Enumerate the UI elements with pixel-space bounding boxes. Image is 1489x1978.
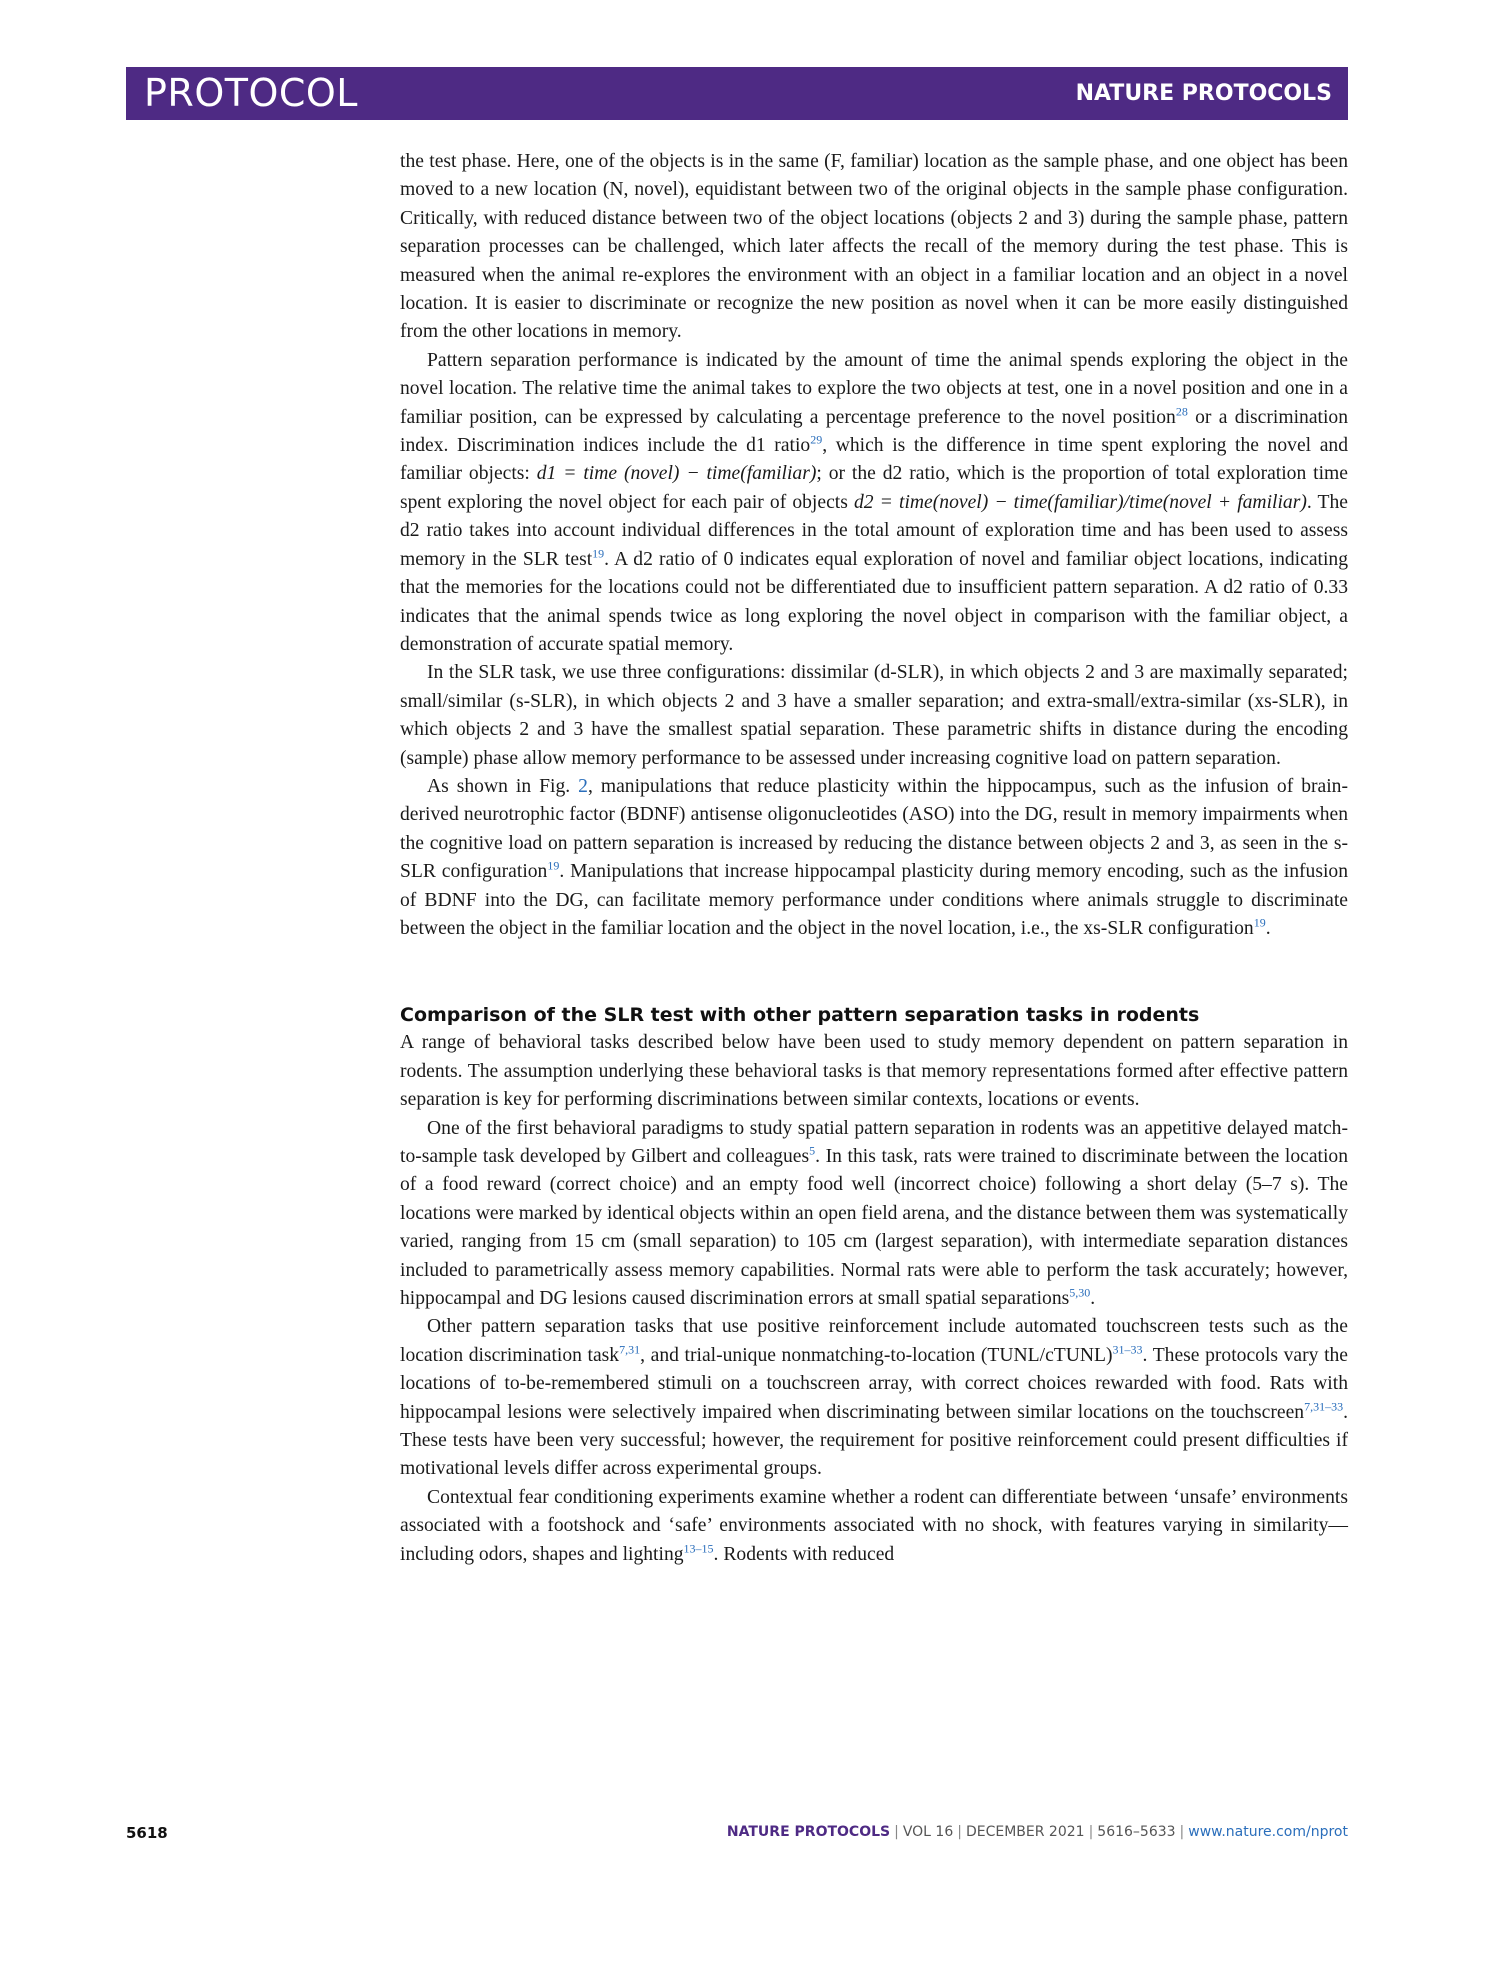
paragraph-text: Other pattern separation tasks that use positive reinforcement include automated touchscreen tests such as the location discrimination task xyxy=(400,1316,1348,1366)
reference-link[interactable]: 13–15 xyxy=(683,1541,714,1556)
reference-link[interactable]: 7,31–33 xyxy=(1304,1399,1344,1414)
paragraph-text: , and trial-unique nonmatching-to-location (TUNL/cTUNL) xyxy=(640,1344,1113,1366)
reference-link[interactable]: 5 xyxy=(809,1143,816,1158)
paragraph-text: . Manipulations that increase hippocampal plasticity during memory encoding, such as the infusion of BDNF into the DG, can facilitate memory performance under conditions where animals struggle to discriminate between the object in the familiar location and the object in the novel location, i.e., the xs-SLR configuration xyxy=(400,861,1348,939)
reference-link[interactable]: 19 xyxy=(1253,915,1266,930)
paragraph-text: or a discrimination index. Discrimination indices include the d1 ratio xyxy=(400,406,1348,457)
paragraph xyxy=(400,773,1348,943)
footer-pages: 5616–5633 xyxy=(1097,1824,1176,1840)
paragraph-text: . These tests have been very successful; however, the requirement for positive reinforcement could present difficulties if motivational levels differ across experimental groups. xyxy=(400,1401,1348,1480)
header-bar xyxy=(126,67,1348,120)
paragraph-text: As shown in Fig. xyxy=(427,775,579,797)
paragraph-text: . These protocols vary the locations of to-be-remembered stimuli on a touchscreen array, with correct choices rewarded with food. Rats with hippocampal lesions were selectively impaired when discriminating between similar locations on the touchscreen xyxy=(400,1344,1349,1423)
reference-link[interactable]: 19 xyxy=(592,546,605,561)
paragraph-text: . Rodents with reduced xyxy=(713,1543,895,1565)
reference-link[interactable]: 31–33 xyxy=(1112,1342,1143,1357)
paragraph-text: Contextual fear conditioning experiments examine whether a rodent can differentiate between ‘unsafe’ environments associated with a footshock and ‘safe’ environments associated with no shock, with features varying in similarity—including odors, shapes and lighting xyxy=(400,1486,1348,1565)
paragraph-text: . In this task, rats were trained to discriminate between the location of a food reward (correct choice) and an empty food well (incorrect choice) following a short delay (5–7 s). The locations were marked by identical objects within an open field arena, and the distance between them was systematically varied, ranging from 15 cm (small separation) to 105 cm (largest separation), with intermediate separation distances included to parametrically assess memory capabilities. Normal rats were able to perform the task accurately; however, hippocampal and DG lesions caused discrimination errors at small spatial separations xyxy=(400,1146,1348,1310)
paragraph xyxy=(400,1029,1348,1114)
paragraph xyxy=(400,148,1348,347)
paragraph-text: . xyxy=(1090,1288,1096,1310)
divider: | xyxy=(1088,1824,1094,1840)
figure-link[interactable]: 2 xyxy=(578,775,588,797)
footer-citation xyxy=(727,1824,1348,1840)
footer-journal-name: NATURE PROTOCOLS xyxy=(726,1824,891,1840)
section-heading: Comparison of the SLR test with other pattern separation tasks in rodents xyxy=(400,1004,1200,1027)
footer-date: DECEMBER 2021 xyxy=(965,1824,1085,1840)
paragraph-text: One of the first behavioral paradigms to study spatial pattern separation in rodents was an appetitive delayed match-to-sample task developed by Gilbert and colleagues xyxy=(400,1117,1348,1167)
page-number: 5618 xyxy=(126,1824,168,1842)
reference-link[interactable]: 28 xyxy=(1175,404,1188,419)
reference-link[interactable]: 7,31 xyxy=(619,1342,641,1357)
section-label: PROTOCOL xyxy=(144,71,358,115)
paragraph-text: , manipulations that reduce plasticity within the hippocampus, such as the infusion of brain-derived neurotrophic factor (BDNF) antisense oligonucleotides (ASO) into the DG, result in memory impairments when the cognitive load on pattern separation is increased by reducing the distance between objects 2 and 3, as seen in the s-SLR configuration xyxy=(400,775,1349,883)
paragraph-text: the test phase. Here, one of the objects is in the same (F, familiar) location as the sample phase, and one object has been moved to a new location (N, novel), equidistant between two of the original objects in the sample phase configuration. Critically, with reduced distance between two of the object locations (objects 2 and 3) during the sample phase, pattern separation processes can be challenged, which later affects the recall of the memory during the test phase. This is measured when the animal re-explores the environment with an object in a familiar location and an object in a novel location. It is easier to discriminate or recognize the new position as novel when it can be more easily distinguished from the other locations in memory. xyxy=(400,151,1348,343)
paragraph-text: ; or the d2 ratio, which is the proportion of total exploration time spent exploring the novel object for each pair of objects xyxy=(400,463,1348,513)
footer-url-link[interactable]: www.nature.com/nprot xyxy=(1188,1824,1348,1840)
journal-name: NATURE PROTOCOLS xyxy=(1075,81,1332,106)
paragraph-text: . xyxy=(1265,917,1271,939)
reference-link[interactable]: 29 xyxy=(810,432,823,447)
equation-d1: d1 = time (novel) − time(familiar) xyxy=(536,463,817,485)
article-body xyxy=(400,148,1348,1569)
paragraph-text: In the SLR task, we use three configurations: dissimilar (d-SLR), in which objects 2 and 3 are maximally separated; small/similar (s-SLR), in which objects 2 and 3 have a smaller separation; and extra-small/extra-similar (xs-SLR), in which objects 2 and 3 have the smallest spatial separation. These parametric shifts in distance during the encoding (sample) phase allow memory performance to be assessed under increasing cognitive load on pattern separation. xyxy=(400,662,1348,769)
paragraph-text: Pattern separation performance is indicated by the amount of time the animal spends exploring the object in the novel location. The relative time the animal takes to explore the two objects at test, one in a novel position and one in a familiar position, can be expressed by calculating a percentage preference to the novel position xyxy=(400,349,1348,428)
paragraph xyxy=(400,347,1348,659)
divider: | xyxy=(894,1824,899,1840)
divider: | xyxy=(957,1824,962,1840)
reference-link[interactable]: 19 xyxy=(547,858,560,873)
footer-volume: VOL 16 xyxy=(902,1824,954,1840)
paragraph-text: , which is the difference in time spent exploring the novel and familiar objects: xyxy=(400,435,1348,485)
paragraph xyxy=(400,1115,1348,1314)
paragraph-text: . A d2 ratio of 0 indicates equal exploration of novel and familiar object locations, indicating that the memories for the locations could not be differentiated due to insufficient pattern separation. A d2 ratio of 0.33 indicates that the animal spends twice as long exploring the novel object in comparison with the familiar object, a demonstration of accurate spatial memory. xyxy=(400,548,1348,655)
equation-d2: d2 = time(novel) − time(familiar)/time(novel + familiar) xyxy=(853,491,1307,513)
divider: | xyxy=(1179,1824,1185,1840)
paragraph xyxy=(400,1484,1348,1569)
paragraph-text: . The d2 ratio takes into account individual differences in the total amount of exploration time and has been used to assess memory in the SLR test xyxy=(400,491,1348,570)
paragraph-text: A range of behavioral tasks described below have been used to study memory dependent on pattern separation in rodents. The assumption underlying these behavioral tasks is that memory representations formed after effective pattern separation is key for performing discriminations between similar contexts, locations or events. xyxy=(400,1032,1348,1111)
paragraph xyxy=(400,1313,1348,1483)
paragraph xyxy=(400,659,1348,773)
reference-link[interactable]: 5,30 xyxy=(1069,1285,1091,1300)
